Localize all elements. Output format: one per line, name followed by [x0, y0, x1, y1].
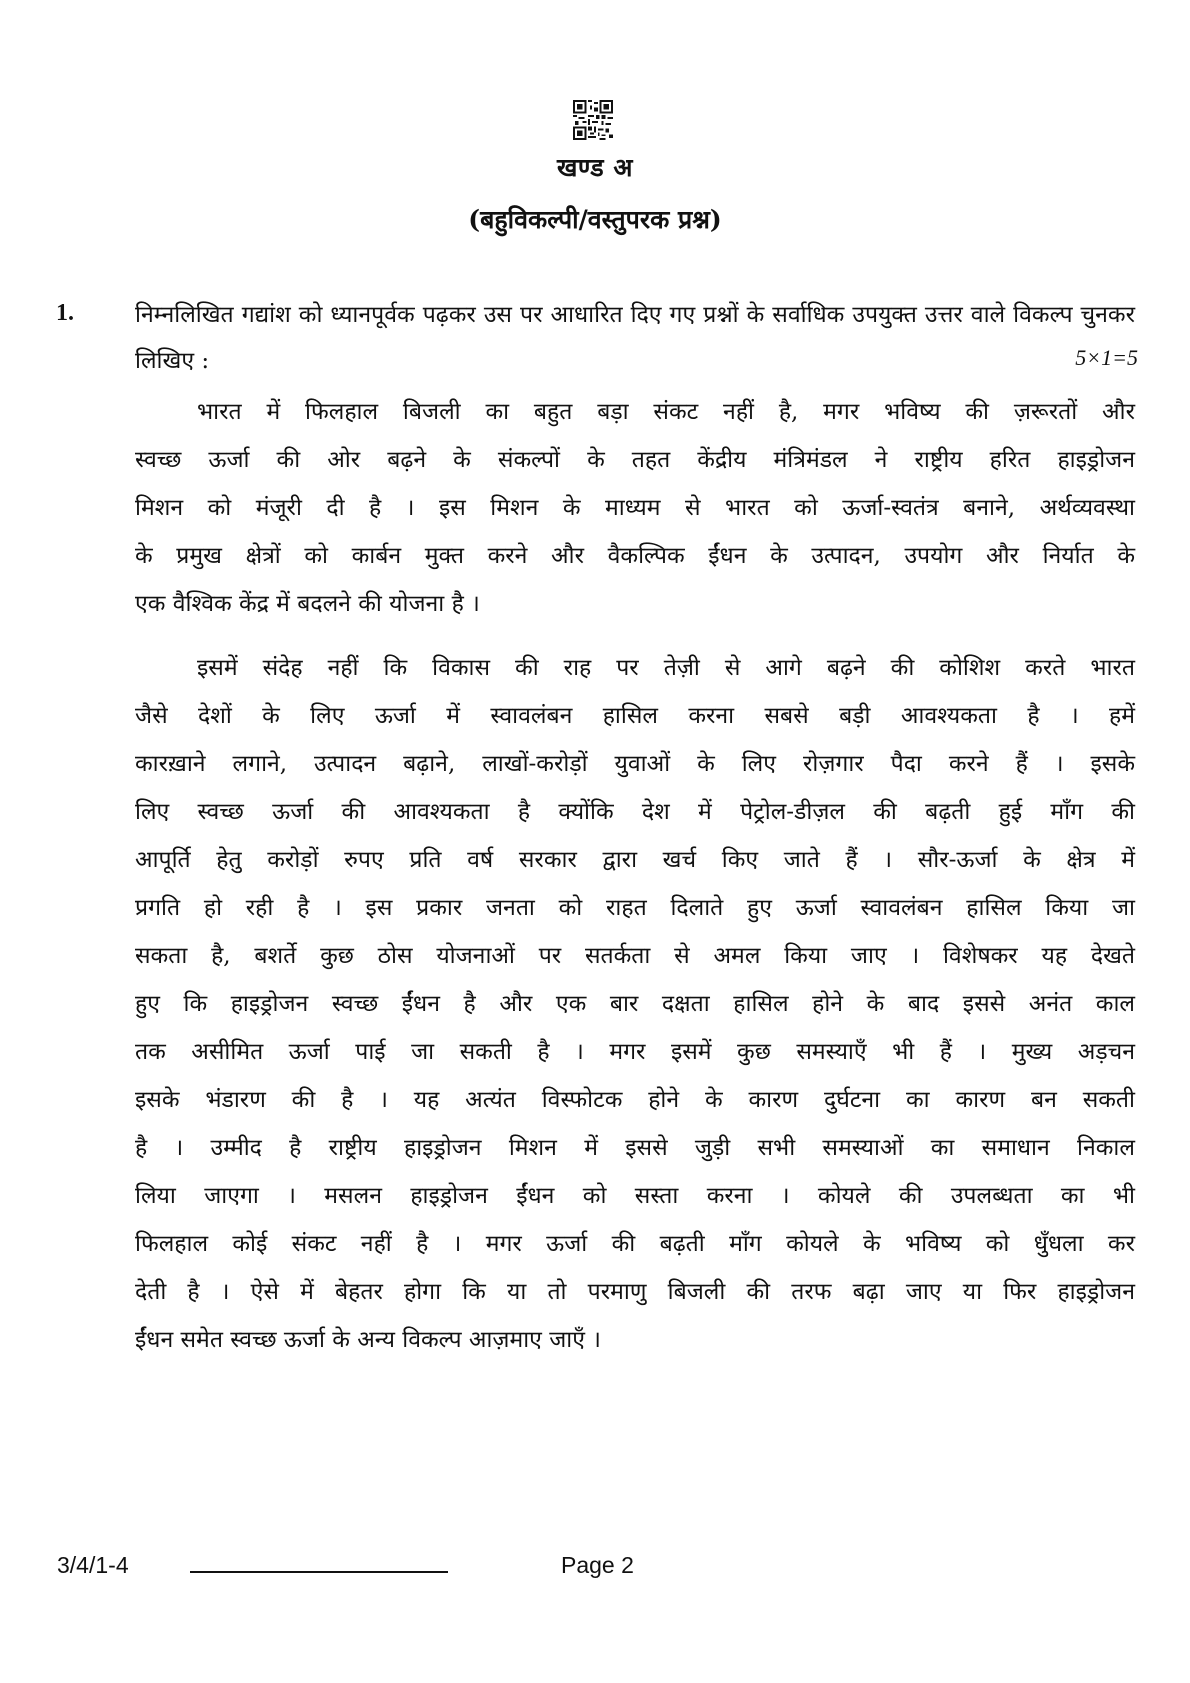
passage-line: कारख़ाने लगाने, उत्पादन बढ़ाने, लाखों-करोड़ों युवाओं के लिए रोज़गार पैदा करने हैं । इसके [135, 751, 1135, 777]
passage-line: लिया जाएगा । मसलन हाइड्रोजन ईंधन को सस्ता करना । कोयले की उपलब्धता का भी [135, 1183, 1135, 1209]
passage-paragraph-2 [135, 644, 1135, 1364]
passage-line: के प्रमुख क्षेत्रों को कार्बन मुक्त करने और वैकल्पिक ईंधन के उत्पादन, उपयोग और निर्यात के [135, 543, 1135, 569]
footer-divider [190, 1571, 448, 1573]
page-number: Page 2 [561, 1552, 634, 1578]
passage-line: प्रगति हो रही है । इस प्रकार जनता को राहत दिलाते हुए ऊर्जा स्वावलंबन हासिल किया जा [135, 895, 1135, 921]
passage-line: इसके भंडारण की है । यह अत्यंत विस्फोटक होने के कारण दुर्घटना का कारण बन सकती [135, 1087, 1135, 1113]
passage-line: हुए कि हाइड्रोजन स्वच्छ ईंधन है और एक बार दक्षता हासिल होने के बाद इससे अनंत काल [135, 991, 1135, 1017]
passage-line: लिए स्वच्छ ऊर्जा की आवश्यकता है क्योंकि देश में पेट्रोल-डीज़ल की बढ़ती हुई माँग की [135, 799, 1135, 825]
passage-line: सकता है, बशर्ते कुछ ठोस योजनाओं पर सतर्कता से अमल किया जाए । विशेषकर यह देखते [135, 943, 1135, 969]
passage-line: इसमें संदेह नहीं कि विकास की राह पर तेज़ी से आगे बढ़ने की कोशिश करते भारत [197, 655, 1135, 681]
passage-line: मिशन को मंजूरी दी है । इस मिशन के माध्यम से भारत को ऊर्जा-स्वतंत्र बनाने, अर्थव्यवस्था [135, 495, 1135, 521]
qr-code-icon [573, 100, 613, 140]
passage-line: स्वच्छ ऊर्जा की ओर बढ़ने के संकल्पों के तहत केंद्रीय मंत्रिमंडल ने राष्ट्रीय हरित हाइड्रोजन [135, 447, 1135, 473]
passage-line: तक असीमित ऊर्जा पाई जा सकती है । मगर इसमें कुछ समस्याएँ भी हैं । मुख्य अड़चन [135, 1039, 1135, 1065]
paper-code: 3/4/1-4 [57, 1552, 129, 1578]
passage-paragraph-1 [135, 388, 1135, 628]
question-number: 1. [56, 300, 74, 326]
passage-line: है । उम्मीद है राष्ट्रीय हाइड्रोजन मिशन में इससे जुड़ी सभी समस्याओं का समाधान निकाल [135, 1135, 1135, 1161]
passage-line: एक वैश्विक केंद्र में बदलने की योजना है । [135, 591, 480, 617]
passage-line: भारत में फिलहाल बिजली का बहुत बड़ा संकट नहीं है, मगर भविष्य की ज़रूरतों और [197, 399, 1135, 425]
passage-line: देती है । ऐसे में बेहतर होगा कि या तो परमाणु बिजली की तरफ बढ़ा जाए या फिर हाइड्रोजन [135, 1279, 1135, 1305]
passage-line: जैसे देशों के लिए ऊर्जा में स्वावलंबन हासिल करना सबसे बड़ी आवश्यकता है । हमें [135, 703, 1135, 729]
passage-line: ईंधन समेत स्वच्छ ऊर्जा के अन्य विकल्प आज़माए जाएँ । [135, 1327, 601, 1353]
passage-line: फिलहाल कोई संकट नहीं है । मगर ऊर्जा की बढ़ती माँग कोयले के भविष्य को धुँधला कर [135, 1231, 1135, 1257]
passage-line: आपूर्ति हेतु करोड़ों रुपए प्रति वर्ष सरकार द्वारा खर्च किए जाते हैं । सौर-ऊर्जा के क्षेत्र में [135, 847, 1135, 873]
question-marks: 5×1=5 [1075, 345, 1138, 370]
section-title: खण्ड अ [556, 153, 633, 182]
question-instruction: निम्नलिखित गद्यांश को ध्यानपूर्वक पढ़कर उस पर आधारित दिए गए प्रश्नों के सर्वाधिक उपयुक्त उत्तर वाले विकल्प चुनकर लिखिए : [135, 302, 1135, 374]
section-subtitle: (बहुविकल्पी/वस्तुपरक प्रश्न) [468, 205, 722, 234]
